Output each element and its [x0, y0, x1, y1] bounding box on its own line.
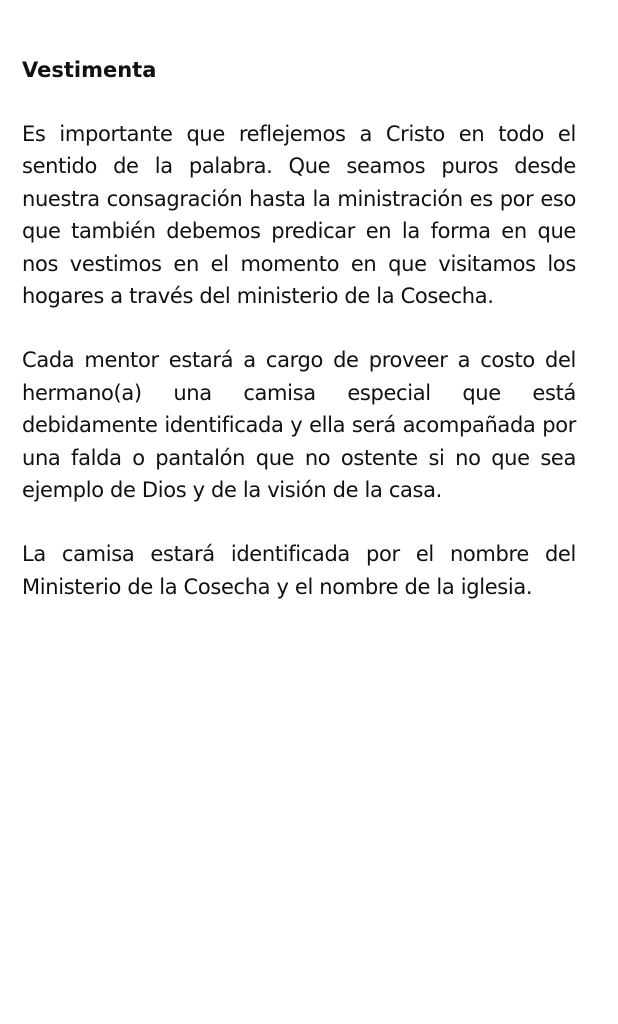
- document-page: [22, 54, 576, 635]
- paragraph-mentor-shirt: Cada mentor estará a cargo de proveer a costo del hermano(a) una camisa especial que está debidamente identificada y ella será acompañada por una falda o pantalón que no ostente si no que sea ejemplo de Dios y de la visión de la casa.: [22, 348, 576, 503]
- paragraph-shirt-identification: La camisa estará identificada por el nombre del Ministerio de la Cosecha y el nombre de la iglesia.: [22, 542, 576, 599]
- section-title: Vestimenta: [22, 58, 157, 82]
- paragraph-reflect-christ: Es importante que reflejemos a Cristo en todo el sentido de la palabra. Que seamos puros desde nuestra consagración hasta la ministración es por eso que también debemos predicar en la forma en que nos vestimos en el momento en que visitamos los hogares a través del ministerio de la Cosecha.: [22, 122, 576, 309]
